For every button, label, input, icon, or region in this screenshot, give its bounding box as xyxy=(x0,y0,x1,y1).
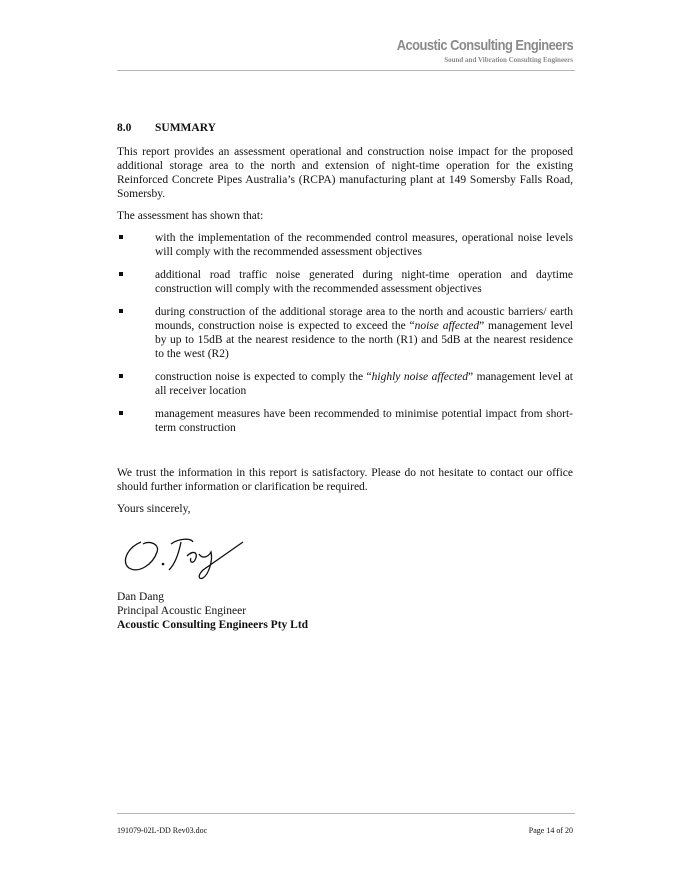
intro-paragraph: This report provides an assessment operational and construction noise impact for the proposed additional storage area to the north and extension of night-time operation for the existing Reinforced Concrete Pipes Australia’s (RCPA) manufacturing plant at 149 Somersby Falls Road, Somersby. xyxy=(117,146,573,200)
lead-paragraph: The assessment has shown that: xyxy=(117,210,264,222)
list-item-text: management measures have been recommended to minimise potential impact from short-term construction xyxy=(155,408,573,434)
list-item xyxy=(117,407,573,435)
list-item xyxy=(117,370,573,398)
footer-divider xyxy=(117,813,575,814)
list-item-text: with the implementation of the recommended control measures, operational noise levels will comply with the recommended assessment objectives xyxy=(155,232,573,258)
bullet-marker xyxy=(119,309,123,313)
list-item-text: construction noise is expected to comply the “ xyxy=(155,371,372,383)
salutation: Yours sincerely, xyxy=(117,503,191,515)
page-header xyxy=(117,36,575,72)
signatory-name: Dan Dang xyxy=(117,591,164,603)
signatory-role: Principal Acoustic Engineer xyxy=(117,605,247,617)
closing-paragraph: We trust the information in this report is satisfactory. Please do not hesitate to contact our office should further information or clarification be required. xyxy=(117,467,573,493)
header-divider xyxy=(117,70,575,71)
findings-list xyxy=(117,231,573,435)
bullet-marker xyxy=(119,374,123,378)
spacer xyxy=(117,444,573,466)
list-item-text: ” management level by up to 15dB at the nearest residence to the north (R1) and 5dB at the nearest residence to the west (R2) xyxy=(155,320,573,360)
list-item xyxy=(117,268,573,296)
emphasis-text: noise affected xyxy=(414,320,480,332)
signatory-company: Acoustic Consulting Engineers Pty Ltd xyxy=(117,619,309,631)
bullet-marker xyxy=(119,411,123,415)
list-item xyxy=(117,305,573,361)
company-logo-text: Acoustic Consulting Engineers xyxy=(396,37,573,54)
emphasis-text: highly noise affected xyxy=(371,371,469,383)
list-item-text: during construction of the additional storage area to the north and acoustic barriers/ earth mounds, construction noise is expected to exceed the “ xyxy=(155,306,573,332)
list-item-text: additional road traffic noise generated during night-time operation and daytime construction will comply with the recommended assessment objectives xyxy=(155,269,573,295)
handwritten-signature xyxy=(119,530,249,584)
section-title: SUMMARY xyxy=(155,122,216,134)
document-body xyxy=(117,121,573,632)
document-reference: 191079-02L-DD Rev03.doc xyxy=(117,826,208,835)
section-heading xyxy=(117,121,573,135)
page-number: Page 14 of 20 xyxy=(528,826,573,835)
list-item xyxy=(117,231,573,259)
section-number: 8.0 xyxy=(117,122,132,134)
company-tagline: Sound and Vibration Consulting Engineers xyxy=(444,56,573,64)
list-item-text: ” management level at all receiver location xyxy=(155,371,573,397)
bullet-marker xyxy=(119,235,123,239)
bullet-marker xyxy=(119,272,123,276)
